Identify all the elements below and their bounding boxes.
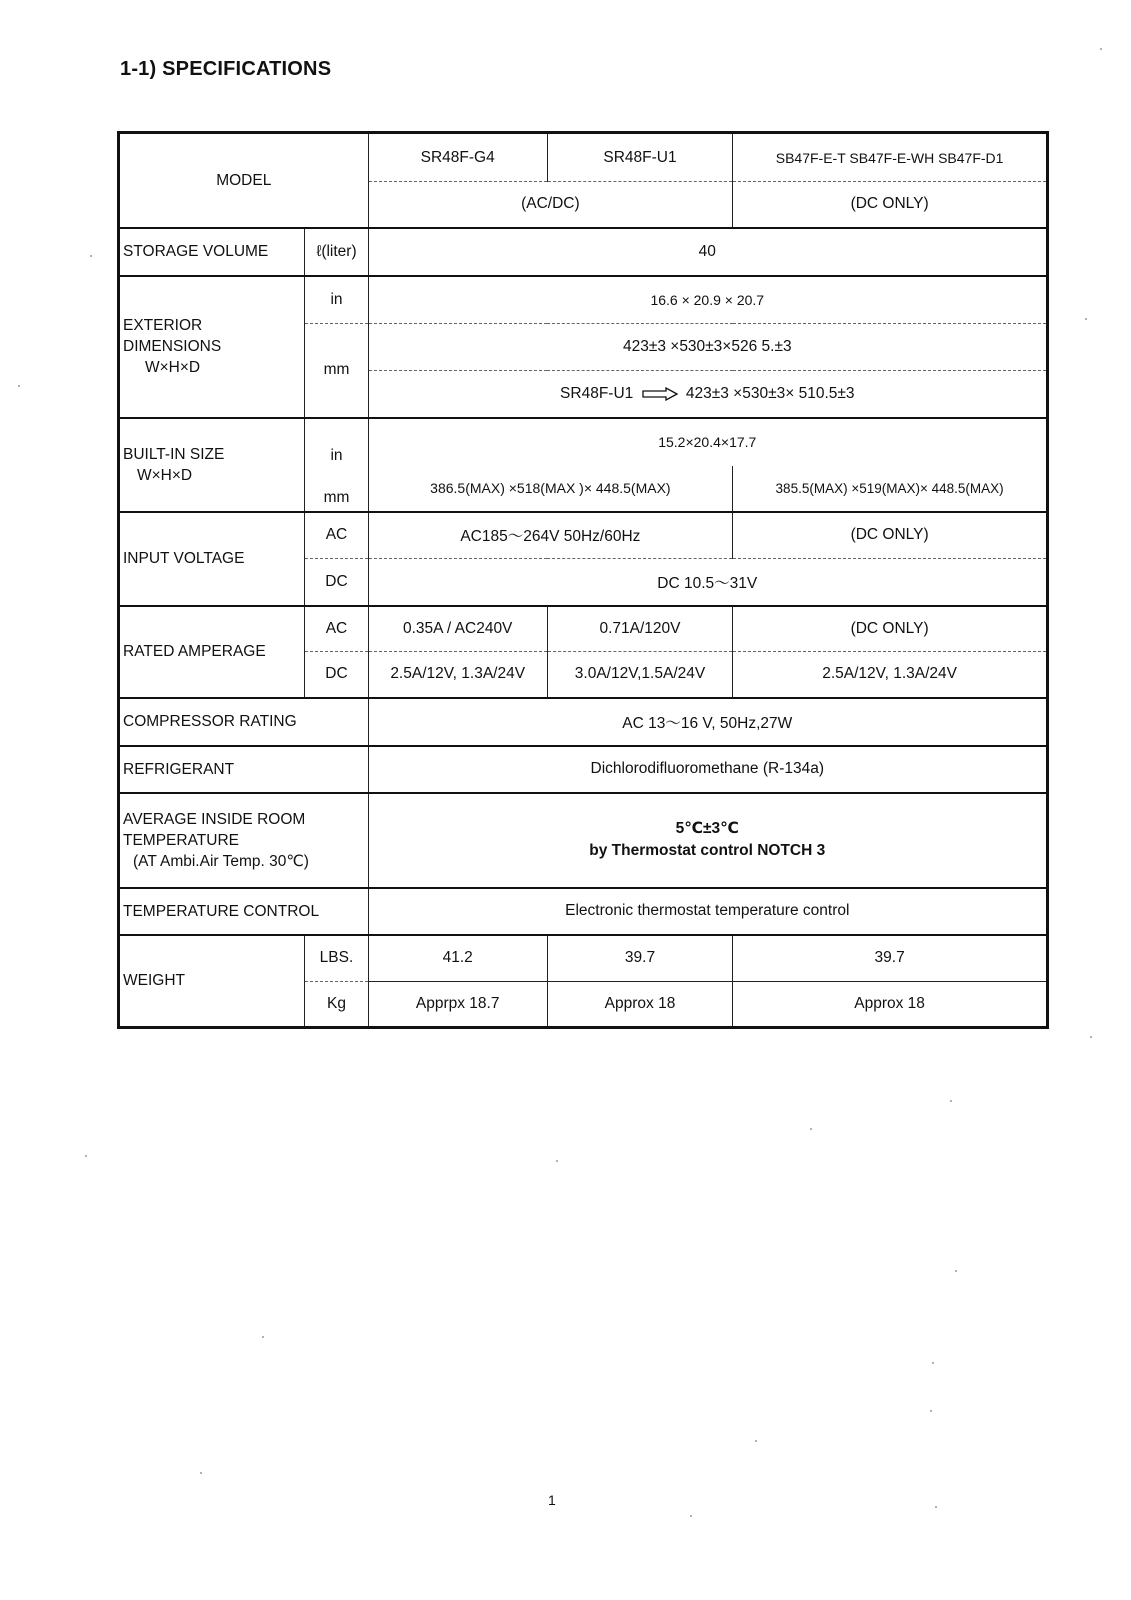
input-voltage-unit-dc: DC	[305, 559, 368, 606]
compressor-rating-value: AC 13～16 V, 50Hz,27W	[368, 698, 1047, 746]
rated-amperage-unit-ac: AC	[305, 606, 368, 652]
avg-temp-value-line-2: by Thermostat control NOTCH 3	[589, 842, 826, 859]
avg-temp-label-line-2: TEMPERATURE	[123, 831, 239, 849]
rated-amperage-dc-u1: 3.0A/12V,1.5A/24V	[547, 652, 732, 698]
page-heading: 1-1) SPECIFICATIONS	[120, 58, 332, 80]
exterior-dimensions-label	[119, 276, 305, 418]
right-arrow-icon	[642, 387, 678, 401]
rated-amperage-dc-sb47: 2.5A/12V, 1.3A/24V	[733, 652, 1048, 698]
exterior-in-value: 16.6 × 20.9 × 20.7	[368, 276, 1047, 324]
input-voltage-ac-row	[119, 512, 1048, 559]
builtin-unit-in: in	[330, 446, 343, 464]
page-number: 1	[548, 1492, 556, 1508]
temperature-control-label: TEMPERATURE CONTROL	[119, 888, 369, 935]
power-type-acdc: (AC/DC)	[368, 182, 733, 228]
rated-amperage-ac-g4: 0.35A / AC240V	[368, 606, 547, 652]
compressor-rating-row	[119, 698, 1048, 746]
temperature-control-row	[119, 888, 1048, 935]
input-voltage-ac-dc-only: (DC ONLY)	[733, 512, 1048, 559]
scan-speck	[810, 1128, 812, 1130]
exterior-in-row	[119, 276, 1048, 324]
weight-lbs-g4: 41.2	[368, 935, 547, 982]
exterior-unit-in: in	[305, 276, 368, 324]
weight-label: WEIGHT	[119, 935, 305, 1028]
exterior-label-line-2: DIMENSIONS	[123, 338, 222, 355]
refrigerant-value: Dichlorodifluoromethane (R-134a)	[368, 746, 1047, 793]
scan-speck	[930, 1410, 932, 1412]
refrigerant-label: REFRIGERANT	[119, 746, 369, 793]
refrigerant-row	[119, 746, 1048, 793]
builtin-in-value: 15.2×20.4×17.7	[368, 418, 1047, 466]
rated-amperage-ac-dc-only: (DC ONLY)	[733, 606, 1048, 652]
builtin-size-label	[119, 418, 305, 512]
avg-temp-value-line-1: 5℃±3℃	[675, 820, 739, 837]
storage-volume-unit: ℓ(liter)	[305, 228, 368, 276]
average-temperature-row	[119, 793, 1048, 888]
builtin-mm-value-acdc: 386.5(MAX) ×518(MAX )× 448.5(MAX)	[368, 466, 733, 512]
weight-lbs-sb47: 39.7	[733, 935, 1048, 982]
builtin-in-row	[119, 418, 1048, 466]
scan-speck	[1090, 1036, 1092, 1038]
scan-speck	[200, 1472, 202, 1474]
model-sr48f-u1: SR48F-U1	[547, 133, 732, 182]
rated-amperage-ac-row	[119, 606, 1048, 652]
avg-temp-label-line-3: (AT Ambi.Air Temp. 30℃)	[133, 852, 309, 870]
weight-unit-lbs: LBS.	[305, 935, 368, 982]
builtin-label-line-2: W×H×D	[137, 466, 193, 484]
builtin-unit-mm: mm	[323, 488, 350, 506]
scan-speck	[90, 255, 92, 257]
exterior-unit-mm: mm	[305, 324, 368, 418]
exterior-label-line-1: EXTERIOR	[123, 317, 203, 334]
rated-amperage-unit-dc: DC	[305, 652, 368, 698]
exterior-u1-cell	[368, 371, 1047, 418]
builtin-mm-value-dc: 385.5(MAX) ×519(MAX)× 448.5(MAX)	[733, 466, 1048, 512]
scan-speck	[262, 1336, 264, 1338]
model-sb47f-series: SB47F-E-T SB47F-E-WH SB47F-D1	[733, 133, 1048, 182]
model-row	[119, 133, 1048, 182]
storage-volume-label: STORAGE VOLUME	[119, 228, 305, 276]
rated-amperage-ac-u1: 0.71A/120V	[547, 606, 732, 652]
scan-speck	[1085, 318, 1087, 320]
storage-volume-value: 40	[368, 228, 1047, 276]
weight-lbs-u1: 39.7	[547, 935, 732, 982]
scan-speck	[935, 1506, 937, 1508]
weight-unit-kg: Kg	[305, 982, 368, 1028]
power-type-dc-only: (DC ONLY)	[733, 182, 1048, 228]
input-voltage-unit-ac: AC	[305, 512, 368, 559]
scan-speck	[690, 1515, 692, 1517]
builtin-units	[305, 418, 368, 512]
weight-kg-u1: Approx 18	[547, 982, 732, 1028]
temperature-control-value: Electronic thermostat temperature control	[368, 888, 1047, 935]
builtin-label-line-1: BUILT-IN SIZE	[123, 445, 225, 463]
input-voltage-ac-value: AC185～264V 50Hz/60Hz	[368, 512, 733, 559]
exterior-u1-value: 423±3 ×530±3× 510.5±3	[685, 384, 855, 402]
scan-speck	[18, 385, 20, 387]
scan-speck	[556, 1160, 558, 1162]
exterior-label-line-3: W×H×D	[145, 359, 201, 376]
weight-lbs-row	[119, 935, 1048, 982]
model-label: MODEL	[119, 133, 369, 228]
specifications-table	[117, 131, 1049, 1029]
weight-kg-g4: Apprpx 18.7	[368, 982, 547, 1028]
scan-speck	[1100, 48, 1102, 50]
scan-speck	[950, 1100, 952, 1102]
average-temperature-label	[119, 793, 369, 888]
scan-speck	[955, 1270, 957, 1272]
weight-kg-sb47: Approx 18	[733, 982, 1048, 1028]
input-voltage-label: INPUT VOLTAGE	[119, 512, 305, 606]
scan-speck	[85, 1155, 87, 1157]
exterior-mm-value: 423±3 ×530±3×526 5.±3	[368, 324, 1047, 371]
input-voltage-dc-value: DC 10.5～31V	[368, 559, 1047, 606]
avg-temp-label-line-1: AVERAGE INSIDE ROOM	[123, 810, 306, 828]
average-temperature-value	[368, 793, 1047, 888]
exterior-u1-model: SR48F-U1	[560, 384, 634, 402]
scan-speck	[755, 1440, 757, 1442]
storage-volume-row	[119, 228, 1048, 276]
model-sr48f-g4: SR48F-G4	[368, 133, 547, 182]
scan-speck	[932, 1362, 934, 1364]
rated-amperage-dc-g4: 2.5A/12V, 1.3A/24V	[368, 652, 547, 698]
rated-amperage-label: RATED AMPERAGE	[119, 606, 305, 698]
compressor-rating-label: COMPRESSOR RATING	[119, 698, 369, 746]
